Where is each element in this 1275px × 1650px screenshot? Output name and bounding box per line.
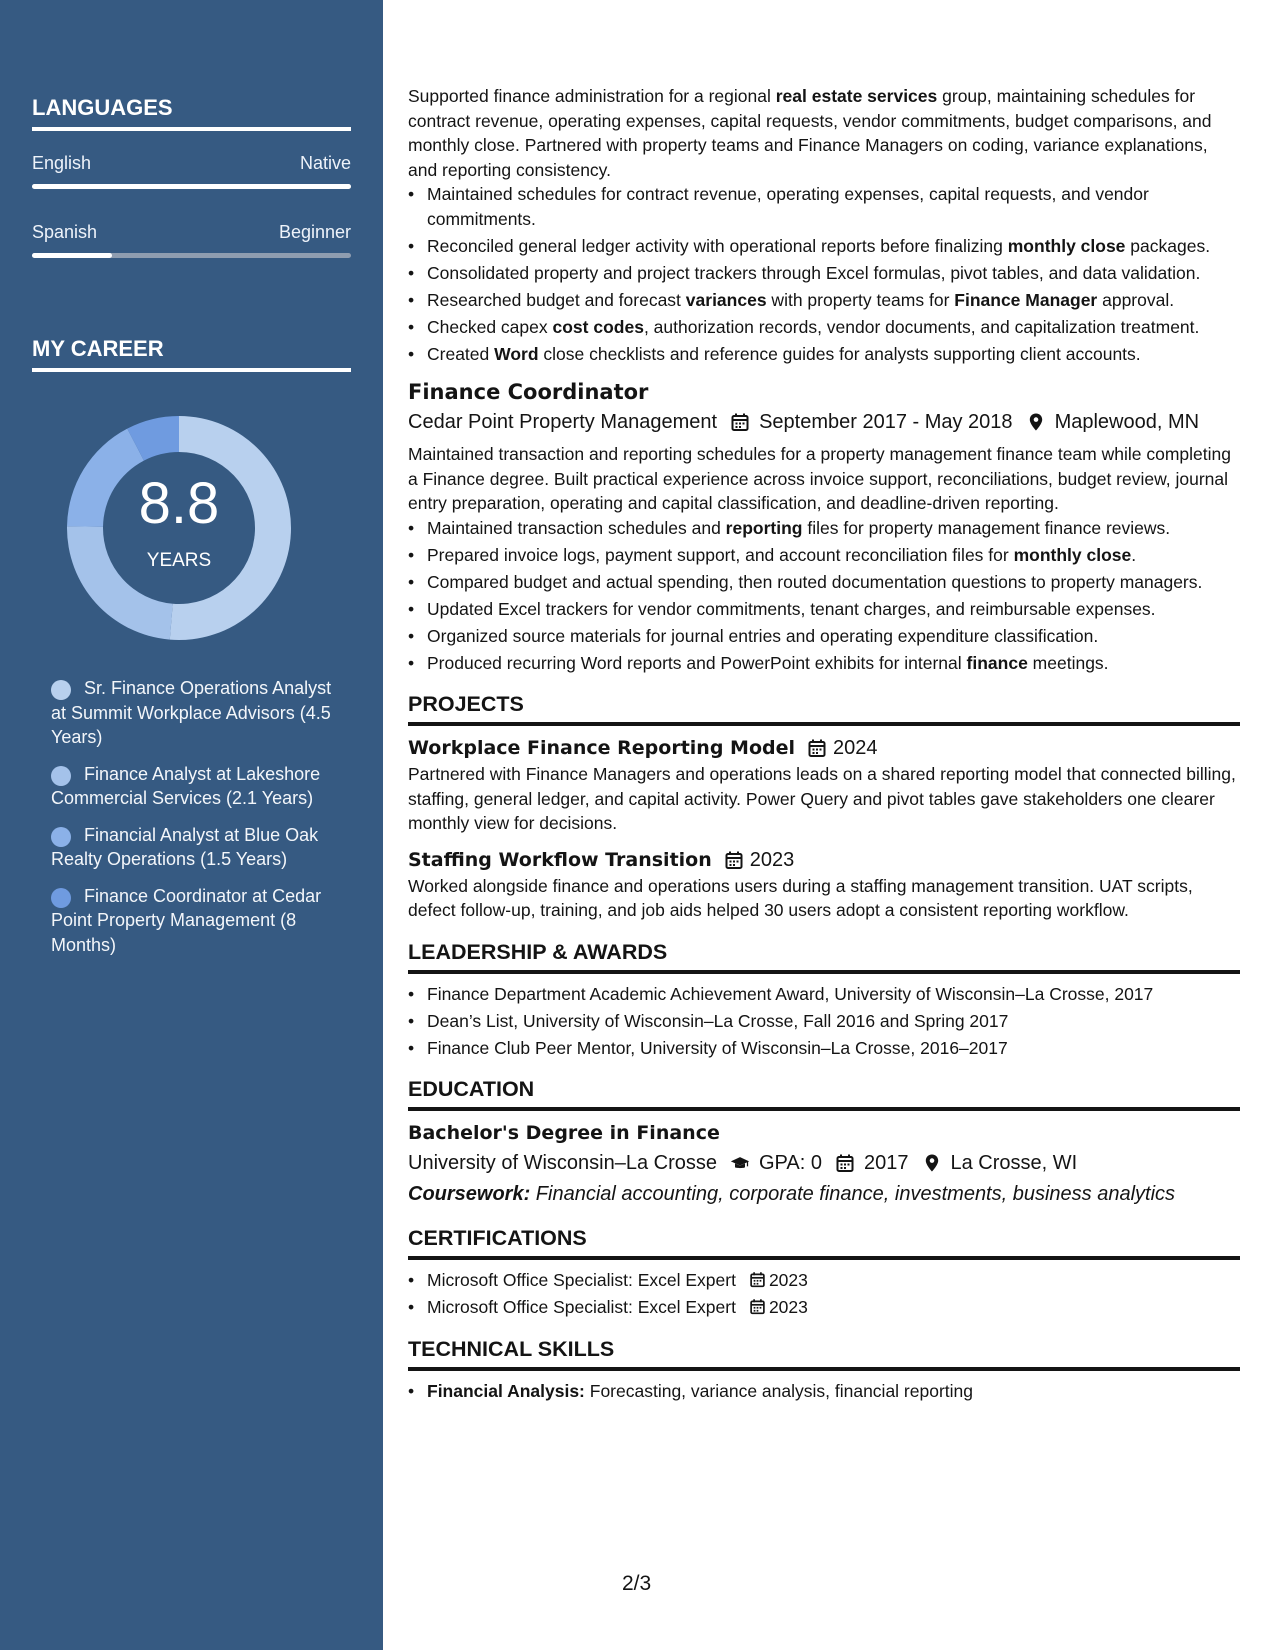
bullet-item: • Reconciled general ledger activity with operational reports before finalizing monthly close packages. bbox=[408, 234, 1240, 259]
summary-text: group, maintaining schedules for contract revenue, operating expenses, capital requests, vendor commitments, budget comparisons, and monthly close. Partnered with property teams and Finance Managers on coding, variance explanations, and reporting consistency. bbox=[408, 86, 1212, 180]
career-legend-item bbox=[51, 762, 341, 811]
project-year: 2024 bbox=[833, 737, 878, 759]
language-bar-fill bbox=[32, 184, 351, 189]
language-bar-fill bbox=[32, 253, 112, 258]
bullet-item: • Produced recurring Word reports and PowerPoint exhibits for internal finance meetings. bbox=[408, 651, 1240, 676]
skill-item bbox=[408, 1379, 1240, 1404]
skills-heading: TECHNICAL SKILLS bbox=[408, 1334, 1240, 1371]
career-total-unit: YEARS bbox=[146, 550, 212, 571]
job-bullets bbox=[408, 182, 1240, 366]
project-title-row bbox=[408, 734, 1240, 762]
bullet-item: • Prepared invoice logs, payment support, and account reconciliation files for monthly close. bbox=[408, 543, 1240, 568]
leadership-list bbox=[408, 982, 1240, 1061]
school-location: La Crosse, WI bbox=[950, 1152, 1078, 1174]
career-donut-chart bbox=[66, 415, 292, 641]
certification-item bbox=[408, 1268, 1240, 1293]
calendar-icon bbox=[834, 1152, 856, 1174]
job-title: Finance Coordinator bbox=[408, 380, 649, 404]
location-pin-icon bbox=[921, 1152, 943, 1174]
page-number: 2/3 bbox=[622, 1572, 652, 1595]
bullet-item: • Maintained schedules for contract revenue, operating expenses, capital requests, and vendor commitments. bbox=[408, 182, 1240, 231]
certification-name: Microsoft Office Specialist: Excel Expert bbox=[427, 1297, 736, 1317]
career-legend-item bbox=[51, 884, 341, 958]
language-bar-english bbox=[32, 184, 351, 189]
legend-dot-icon bbox=[51, 827, 71, 847]
project-title: Workplace Finance Reporting Model bbox=[408, 737, 796, 759]
career-legend-item bbox=[51, 823, 341, 872]
projects-heading: PROJECTS bbox=[408, 689, 1240, 726]
career-legend-text: Financial Analyst at Blue Oak Realty Operations (1.5 Years) bbox=[51, 824, 319, 869]
company-name: Cedar Point Property Management bbox=[408, 411, 718, 433]
bullet-item: • Checked capex cost codes, authorization records, vendor documents, and capitalization treatment. bbox=[408, 315, 1240, 340]
project-title: Staffing Workflow Transition bbox=[408, 848, 712, 871]
skill-label: Financial Analysis: bbox=[427, 1380, 585, 1401]
project-description: Partnered with Finance Managers and operations leads on a shared reporting model that connected billing, staffing, general ledger, and capital activity. Power Query and pivot tables gave stakeholders one clearer monthly view for decisions. bbox=[408, 764, 1236, 833]
main-content bbox=[408, 84, 1240, 1406]
project-year: 2023 bbox=[749, 848, 795, 871]
job-dates: September 2017 - May 2018 bbox=[759, 411, 1013, 433]
legend-dot-icon bbox=[51, 766, 71, 786]
bullet-item: • Maintained transaction schedules and reporting files for property management finance reviews. bbox=[408, 516, 1240, 541]
language-level: Beginner bbox=[278, 222, 351, 242]
career-legend-text: Finance Analyst at Lakeshore Commercial Services (2.1 Years) bbox=[51, 763, 321, 808]
certifications-heading: CERTIFICATIONS bbox=[408, 1223, 1240, 1260]
project-description: Worked alongside finance and operations users during a staffing management transition. UAT scripts, defect follow-up, training, and job aids helped 30 users adopt a consistent reporting workflow. bbox=[408, 875, 1193, 920]
calendar-icon bbox=[749, 1298, 766, 1315]
calendar-icon bbox=[749, 1271, 766, 1288]
school-name: University of Wisconsin–La Crosse bbox=[408, 1152, 717, 1174]
coursework-label: Coursework: bbox=[408, 1183, 531, 1205]
sidebar bbox=[0, 0, 383, 1650]
bullet-item: • Consolidated property and project trackers through Excel formulas, pivot tables, and data validation. bbox=[408, 261, 1240, 286]
calendar-icon bbox=[724, 850, 744, 870]
career-legend-text: Finance Coordinator at Cedar Point Property Management (8 Months) bbox=[51, 885, 322, 955]
award-item: • Dean’s List, University of Wisconsin–La Crosse, Fall 2016 and Spring 2017 bbox=[408, 1009, 1240, 1034]
summary-bold: real estate services bbox=[775, 86, 938, 106]
job-meta bbox=[408, 406, 1240, 438]
award-item: • Finance Club Peer Mentor, University of Wisconsin–La Crosse, 2016–2017 bbox=[408, 1036, 1240, 1061]
bullet-item: • Updated Excel trackers for vendor commitments, tenant charges, and reimbursable expenses. bbox=[408, 597, 1240, 622]
graduation-year: 2017 bbox=[864, 1152, 909, 1174]
certification-name: Microsoft Office Specialist: Excel Expert bbox=[427, 1270, 736, 1290]
language-row-spanish bbox=[32, 222, 351, 243]
calendar-icon bbox=[729, 411, 751, 433]
bullet-item: • Compared budget and actual spending, then routed documentation questions to property managers. bbox=[408, 570, 1240, 595]
coursework bbox=[408, 1179, 1240, 1209]
career-legend-text: Sr. Finance Operations Analyst at Summit Workplace Advisors (4.5 Years) bbox=[51, 678, 332, 747]
graduation-cap-icon bbox=[729, 1152, 751, 1174]
bullet-item: • Organized source materials for journal entries and operating expenditure classification. bbox=[408, 624, 1240, 649]
project-title-row bbox=[408, 846, 1240, 874]
career-heading: MY CAREER bbox=[32, 336, 351, 372]
gpa: GPA: 0 bbox=[759, 1152, 822, 1174]
job-bullets bbox=[408, 516, 1240, 676]
language-name: Spanish bbox=[32, 222, 98, 242]
skills-list bbox=[408, 1379, 1240, 1404]
job-location: Maplewood, MN bbox=[1054, 411, 1200, 433]
certification-year: 2023 bbox=[768, 1297, 808, 1317]
bullet-item: • Researched budget and forecast variances with property teams for Finance Manager approval. bbox=[408, 288, 1240, 313]
language-bar-spanish bbox=[32, 253, 351, 258]
coursework-text: Financial accounting, corporate finance, investments, business analytics bbox=[530, 1183, 1176, 1205]
donut-slice-1 bbox=[67, 526, 173, 639]
education-heading: EDUCATION bbox=[408, 1074, 1240, 1111]
degree-title: Bachelor's Degree in Finance bbox=[408, 1122, 720, 1144]
leadership-heading: LEADERSHIP & AWARDS bbox=[408, 937, 1240, 974]
job-summary: Maintained transaction and reporting schedules for a property management finance team while completing a Finance degree. Built practical experience across invoice support, reconciliations, budget review, journal entry preparation, operating and capital classification, and deadline-driven reporting. bbox=[408, 444, 1231, 513]
certifications-list bbox=[408, 1268, 1240, 1320]
career-legend bbox=[51, 676, 341, 969]
languages-heading: LANGUAGES bbox=[32, 95, 351, 131]
skill-value: Forecasting, variance analysis, financial reporting bbox=[584, 1380, 974, 1401]
legend-dot-icon bbox=[51, 888, 71, 908]
location-pin-icon bbox=[1025, 411, 1047, 433]
career-legend-item bbox=[51, 676, 341, 750]
language-row-english bbox=[32, 153, 351, 174]
bullet-item: • Created Word close checklists and reference guides for analysts supporting client accounts. bbox=[408, 342, 1240, 367]
language-level: Native bbox=[299, 153, 351, 173]
career-total-value: 8.8 bbox=[138, 471, 220, 536]
award-item: • Finance Department Academic Achievement Award, University of Wisconsin–La Crosse, 2017 bbox=[408, 982, 1240, 1007]
language-name: English bbox=[32, 153, 92, 173]
summary-text: Supported finance administration for a regional bbox=[408, 86, 776, 106]
calendar-icon bbox=[807, 738, 827, 758]
legend-dot-icon bbox=[51, 680, 71, 700]
education-meta bbox=[408, 1147, 1240, 1179]
certification-year: 2023 bbox=[768, 1270, 808, 1290]
job-summary bbox=[408, 84, 1240, 182]
certification-item bbox=[408, 1295, 1240, 1320]
